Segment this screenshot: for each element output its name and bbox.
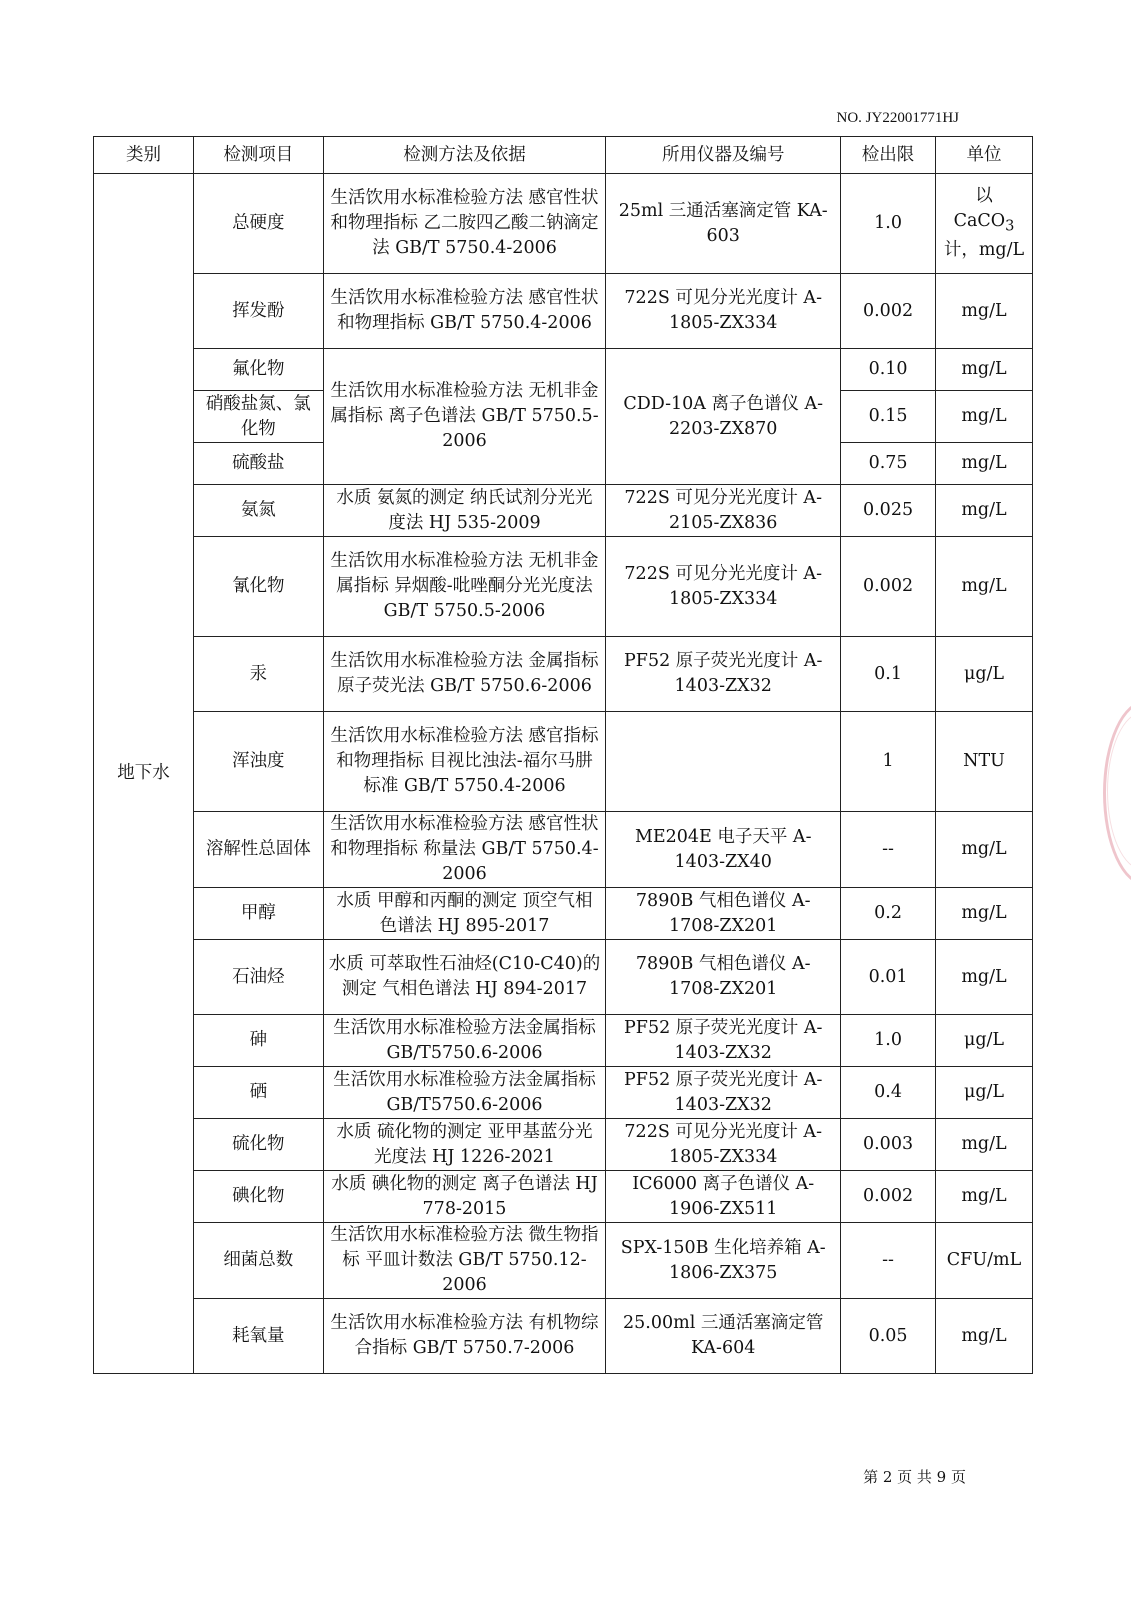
method-cell: 水质 氨氮的测定 纳氏试剂分光光度法 HJ 535-2009 (323, 485, 606, 537)
unit-cell (936, 174, 1033, 274)
instrument-cell: PF52 原子荧光光度计 A-1403-ZX32 (606, 637, 841, 712)
item-cell: 氟化物 (194, 349, 324, 391)
unit-cell: mg/L (936, 391, 1033, 443)
instrument-cell: 25.00ml 三通活塞滴定管 KA-604 (606, 1299, 841, 1374)
limit-cell: 0.2 (841, 888, 936, 940)
category-cell: 地下水 (94, 174, 194, 1374)
unit-cell: CFU/mL (936, 1223, 1033, 1299)
header-limit: 检出限 (841, 137, 936, 174)
unit-cell: mg/L (936, 349, 1033, 391)
method-cell: 水质 碘化物的测定 离子色谱法 HJ 778-2015 (323, 1171, 606, 1223)
limit-cell: -- (841, 1223, 936, 1299)
instrument-cell: ME204E 电子天平 A-1403-ZX40 (606, 812, 841, 888)
limit-cell: 0.002 (841, 1171, 936, 1223)
item-cell: 石油烃 (194, 940, 324, 1015)
unit-cell: mg/L (936, 1299, 1033, 1374)
unit-cell: μg/L (936, 637, 1033, 712)
instrument-cell: 7890B 气相色谱仪 A-1708-ZX201 (606, 940, 841, 1015)
table-row (94, 1119, 1033, 1171)
instrument-cell: CDD-10A 离子色谱仪 A-2203-ZX870 (606, 349, 841, 485)
instrument-cell: IC6000 离子色谱仪 A-1906-ZX511 (606, 1171, 841, 1223)
item-cell: 细菌总数 (194, 1223, 324, 1299)
unit-cell: mg/L (936, 1119, 1033, 1171)
item-cell: 硒 (194, 1067, 324, 1119)
method-cell: 生活饮用水标准检验方法 感官指标和物理指标 目视比浊法-福尔马肼标准 GB/T 5750.4-2006 (323, 712, 606, 812)
limit-cell: 0.1 (841, 637, 936, 712)
header-instrument: 所用仪器及编号 (606, 137, 841, 174)
item-cell: 浑浊度 (194, 712, 324, 812)
unit-subscript: 3 (1005, 217, 1015, 235)
unit-cell: mg/L (936, 537, 1033, 637)
table-header-row (94, 137, 1033, 174)
report-number: NO. JY22001771HJ (836, 110, 959, 126)
table-row (94, 1015, 1033, 1067)
item-cell: 碘化物 (194, 1171, 324, 1223)
method-cell: 生活饮用水标准检验方法 无机非金属指标 异烟酸-吡唑酮分光光度法 GB/T 5750.5-2006 (323, 537, 606, 637)
method-cell: 水质 可萃取性石油烃(C10-C40)的测定 气相色谱法 HJ 894-2017 (323, 940, 606, 1015)
instrument-cell: 722S 可见分光光度计 A-2105-ZX836 (606, 485, 841, 537)
method-cell: 生活饮用水标准检验方法 有机物综合指标 GB/T 5750.7-2006 (323, 1299, 606, 1374)
method-cell: 生活饮用水标准检验方法 感官性状和物理指标 GB/T 5750.4-2006 (323, 274, 606, 349)
table-row (94, 537, 1033, 637)
method-cell: 生活饮用水标准检验方法 金属指标 原子荧光法 GB/T 5750.6-2006 (323, 637, 606, 712)
item-cell: 耗氧量 (194, 1299, 324, 1374)
table-row (94, 712, 1033, 812)
limit-cell: 0.01 (841, 940, 936, 1015)
instrument-cell: SPX-150B 生化培养箱 A-1806-ZX375 (606, 1223, 841, 1299)
item-cell: 氨氮 (194, 485, 324, 537)
unit-cell: μg/L (936, 1015, 1033, 1067)
limit-cell: 0.002 (841, 537, 936, 637)
unit-cell: mg/L (936, 812, 1033, 888)
header-method: 检测方法及依据 (323, 137, 606, 174)
instrument-cell: 722S 可见分光光度计 A-1805-ZX334 (606, 274, 841, 349)
instrument-cell: PF52 原子荧光光度计 A-1403-ZX32 (606, 1067, 841, 1119)
unit-cell: μg/L (936, 1067, 1033, 1119)
item-cell: 总硬度 (194, 174, 324, 274)
limit-cell: 0.05 (841, 1299, 936, 1374)
header-item: 检测项目 (194, 137, 324, 174)
instrument-cell: 722S 可见分光光度计 A-1805-ZX334 (606, 1119, 841, 1171)
unit-cell: mg/L (936, 443, 1033, 485)
item-cell: 溶解性总固体 (194, 812, 324, 888)
table-row (94, 1299, 1033, 1374)
page-number: 第 2 页 共 9 页 (863, 1468, 966, 1486)
unit-cell: mg/L (936, 1171, 1033, 1223)
method-cell: 水质 甲醇和丙酮的测定 顶空气相色谱法 HJ 895-2017 (323, 888, 606, 940)
table-row (94, 940, 1033, 1015)
unit-cell: mg/L (936, 940, 1033, 1015)
table-row (94, 637, 1033, 712)
table-row (94, 174, 1033, 274)
item-cell: 氰化物 (194, 537, 324, 637)
unit-cell: mg/L (936, 274, 1033, 349)
table-row (94, 349, 1033, 391)
table-row (94, 888, 1033, 940)
table-row (94, 274, 1033, 349)
table-row (94, 485, 1033, 537)
limit-cell: 1 (841, 712, 936, 812)
test-methods-table (93, 136, 1033, 1374)
method-cell: 水质 硫化物的测定 亚甲基蓝分光光度法 HJ 1226-2021 (323, 1119, 606, 1171)
table-row (94, 1223, 1033, 1299)
limit-cell: 1.0 (841, 1015, 936, 1067)
limit-cell: 0.15 (841, 391, 936, 443)
limit-cell: 0.10 (841, 349, 936, 391)
method-cell: 生活饮用水标准检验方法 无机非金属指标 离子色谱法 GB/T 5750.5-2006 (323, 349, 606, 485)
header-category: 类别 (94, 137, 194, 174)
table-row (94, 1171, 1033, 1223)
item-cell: 硝酸盐氮、氯化物 (194, 391, 324, 443)
method-cell: 生活饮用水标准检验方法金属指标 GB/T5750.6-2006 (323, 1015, 606, 1067)
item-cell: 挥发酚 (194, 274, 324, 349)
limit-cell: -- (841, 812, 936, 888)
method-cell: 生活饮用水标准检验方法金属指标 GB/T5750.6-2006 (323, 1067, 606, 1119)
unit-suffix: 计，mg/L (943, 240, 1025, 261)
header-unit: 单位 (936, 137, 1033, 174)
limit-cell: 0.025 (841, 485, 936, 537)
unit-caco: CaCO (953, 210, 1006, 231)
item-cell: 硫酸盐 (194, 443, 324, 485)
item-cell: 砷 (194, 1015, 324, 1067)
unit-cell: mg/L (936, 485, 1033, 537)
limit-cell: 0.75 (841, 443, 936, 485)
limit-cell: 1.0 (841, 174, 936, 274)
method-cell: 生活饮用水标准检验方法 感官性状和物理指标 乙二胺四乙酸二钠滴定法 GB/T 5750.4-2006 (323, 174, 606, 274)
item-cell: 汞 (194, 637, 324, 712)
instrument-cell: 722S 可见分光光度计 A-1805-ZX334 (606, 537, 841, 637)
method-cell: 生活饮用水标准检验方法 感官性状和物理指标 称量法 GB/T 5750.4-2006 (323, 812, 606, 888)
instrument-cell: 25ml 三通活塞滴定管 KA-603 (606, 174, 841, 274)
unit-cell: NTU (936, 712, 1033, 812)
limit-cell: 0.002 (841, 274, 936, 349)
unit-prefix: 以 (975, 185, 993, 206)
unit-cell: mg/L (936, 888, 1033, 940)
method-cell: 生活饮用水标准检验方法 微生物指标 平皿计数法 GB/T 5750.12-2006 (323, 1223, 606, 1299)
limit-cell: 0.4 (841, 1067, 936, 1119)
item-cell: 硫化物 (194, 1119, 324, 1171)
instrument-cell: PF52 原子荧光光度计 A-1403-ZX32 (606, 1015, 841, 1067)
instrument-cell (606, 712, 841, 812)
instrument-cell: 7890B 气相色谱仪 A-1708-ZX201 (606, 888, 841, 940)
table-row (94, 812, 1033, 888)
item-cell: 甲醇 (194, 888, 324, 940)
limit-cell: 0.003 (841, 1119, 936, 1171)
table-row (94, 1067, 1033, 1119)
